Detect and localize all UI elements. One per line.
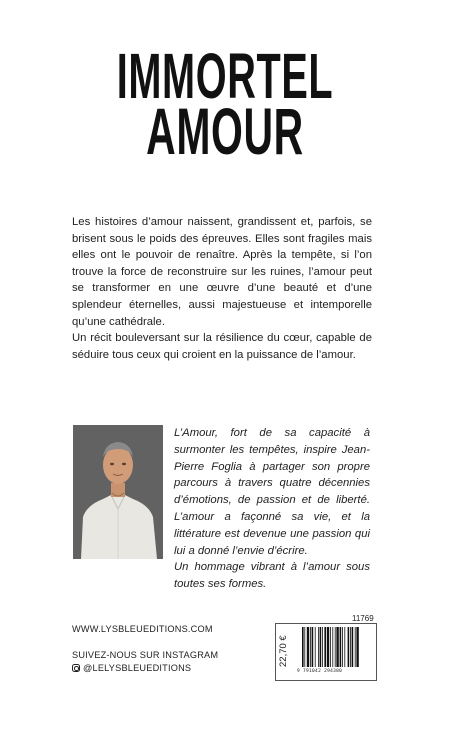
instagram-handle: @LELYSBLEUEDITIONS <box>83 663 192 673</box>
instagram-handle-row[interactable] <box>72 663 191 673</box>
author-tagline: Un hommage vibrant à l’amour sous toutes ses formes. <box>174 561 370 591</box>
author-bio <box>174 425 370 593</box>
instagram-icon <box>72 664 80 672</box>
instagram-follow-label: SUIVEZ-NOUS SUR INSTAGRAM <box>72 650 219 660</box>
reference-number: 11769 <box>352 614 374 623</box>
author-photo <box>73 425 163 559</box>
synopsis-paragraph: Un récit bouleversant sur la résilience du cœur, capable de séduire tous ceux qui croient en la puissance de l’amour. <box>72 332 372 361</box>
book-title-line1: IMMORTEL <box>116 40 334 112</box>
book-title-line2: AMOUR <box>146 94 304 168</box>
price-label: 22,70 € <box>278 635 289 667</box>
barcode-icon <box>302 627 374 667</box>
publisher-website[interactable]: WWW.LYSBLEUEDITIONS.COM <box>72 624 213 634</box>
isbn-digits: 9 791042 294380 <box>297 669 343 674</box>
synopsis-paragraph: Les histoires d’amour naissent, grandissent et, parfois, se brisent sous le poids des épreuves. Elles sont fragiles mais elles ont le pouvoir de renaître. Après la tempête, si l’on trouve la force de reconstruire sur les ruines, l’amour peut se transformer en une œuvre d’une beauté et d’une splendeur éternelles, aussi majestueuse et intemporelle qu’une cathédrale. <box>72 216 372 328</box>
author-bio-text: L’Amour, fort de sa capacité à surmonter les tempêtes, inspire Jean-Pierre Foglia à partager son propre parcours à travers quatre décennies d’émotions, de passion et de liberté. L’amour a façonné sa vie, et la littérature est devenue une passion qui lui a donné l’envie d’écrire. <box>174 427 370 557</box>
synopsis <box>72 214 372 363</box>
